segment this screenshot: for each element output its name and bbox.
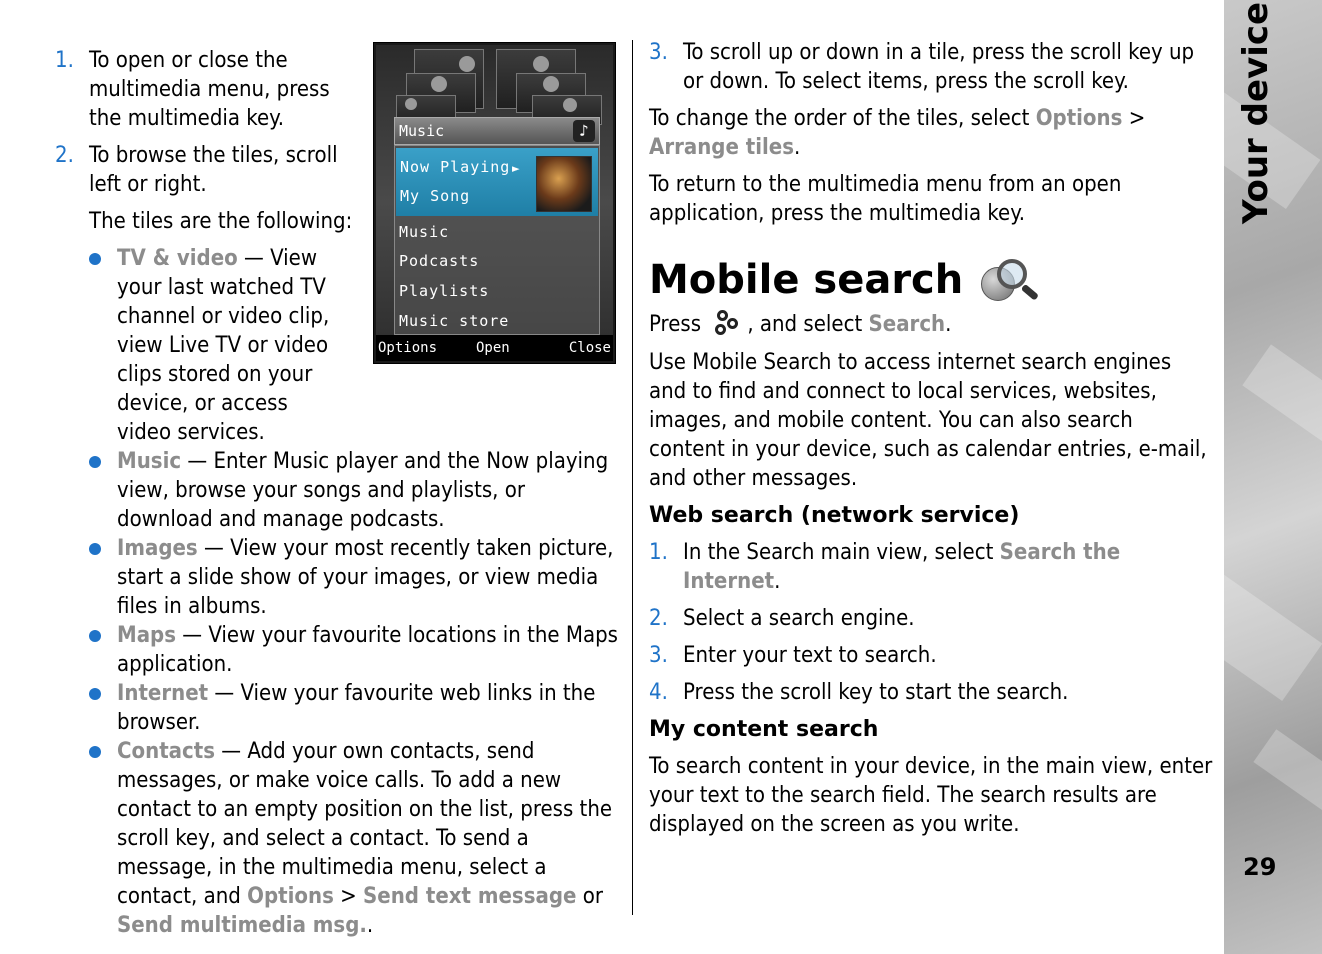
return-paragraph: To return to the multimedia menu from an open application, press the multimedia key. <box>649 172 1122 226</box>
term: TV & video <box>117 246 238 271</box>
separator: > <box>1122 106 1146 131</box>
term: Music <box>117 449 182 474</box>
step-number: 3. <box>649 40 668 65</box>
menu-item-podcasts[interactable]: Podcasts <box>399 252 480 270</box>
send-multimedia-msg: Send multimedia msg. <box>117 913 367 938</box>
end-period: . <box>774 569 781 594</box>
list-item <box>117 679 620 737</box>
list-item <box>117 534 620 621</box>
term-desc: — Add your own contacts, send messages, or make voice calls. To add a new contact to an empty position on the list, press the scroll key, and select a contact. To send a message, in the multimedia menu, select a contact, and <box>117 739 613 909</box>
tv-icon <box>459 56 475 72</box>
press-text: Press <box>649 312 702 337</box>
step-text: Select a search engine. <box>683 606 915 631</box>
phone-screenshot <box>373 42 616 364</box>
step-text: Enter your text to search. <box>683 643 937 668</box>
menu-item-playlists[interactable]: Playlists <box>399 282 490 300</box>
softkey-options[interactable]: Options <box>378 340 438 356</box>
softkey-open[interactable]: Open <box>476 340 510 356</box>
options-link: Options <box>1035 106 1123 131</box>
or-text: or <box>576 884 603 909</box>
bullet-icon <box>89 630 101 642</box>
menu-key-icon <box>713 310 743 340</box>
album-art <box>536 156 592 212</box>
list-item <box>117 737 620 940</box>
phone-menu <box>394 145 600 335</box>
softkey-bar <box>376 335 613 361</box>
content-paragraph: To search content in your device, in the main view, enter your text to the search field. The search results are displayed on the screen as you write. <box>649 754 1213 837</box>
press-paragraph <box>649 310 1214 340</box>
term: Maps <box>117 623 177 648</box>
search-the-internet-link: Search the Internet <box>683 540 1121 594</box>
step-text: To scroll up or down in a tile, press the scroll key up or down. To select items, press the scroll key. <box>683 40 1195 94</box>
menu-item-music-store[interactable]: Music store <box>399 312 510 330</box>
order-text: To change the order of the tiles, select <box>649 106 1036 131</box>
step-number: 2. <box>55 143 74 168</box>
step-2 <box>55 141 355 199</box>
right-column <box>649 38 1214 847</box>
step-text: Press the scroll key to start the search. <box>683 680 1069 705</box>
arrange-tiles-link: Arrange tiles <box>649 135 795 160</box>
list-item <box>117 244 337 447</box>
bullet-icon <box>89 688 101 700</box>
bullet-icon <box>89 746 101 758</box>
play-arrow-icon: ► <box>512 162 520 175</box>
bullet-icon <box>89 253 101 265</box>
camera-icon <box>563 98 577 112</box>
web-step-3 <box>649 641 1214 670</box>
list-item <box>117 447 620 534</box>
term: Internet <box>117 681 209 706</box>
globe-icon <box>431 76 447 92</box>
chapter-sidebar <box>1224 0 1322 954</box>
term-desc: — View your most recently taken picture, start a slide show of your images, or view media files in albums. <box>117 536 614 619</box>
search-link: Search <box>868 312 946 337</box>
term-desc: — Enter Music player and the Now playing view, browse your songs and playlists, or download and manage podcasts. <box>117 449 609 532</box>
options-link: Options <box>247 884 334 909</box>
web-step-4 <box>649 678 1214 707</box>
press-mid-text: , and select <box>747 312 869 337</box>
step-3 <box>649 38 1214 96</box>
step-number: 2. <box>649 606 668 631</box>
menu-item-now-playing: Now Playing <box>400 158 511 176</box>
web-step-1 <box>649 538 1214 596</box>
step-text: In the Search main view, select <box>683 540 1000 565</box>
section-title-text: Mobile search <box>649 257 964 303</box>
end-period: . <box>366 913 374 938</box>
list-item <box>117 621 620 679</box>
send-text-message: Send text message <box>363 884 577 909</box>
menu-item-song: My Song <box>400 187 471 205</box>
step-number: 4. <box>649 680 668 705</box>
tiles-intro: The tiles are the following: <box>89 209 353 234</box>
order-paragraph <box>649 104 1214 162</box>
images-icon <box>533 56 549 72</box>
menu-item-music[interactable]: Music <box>399 223 450 241</box>
contacts-icon <box>405 98 417 110</box>
term-desc: — View your favourite web links in the browser. <box>117 681 596 735</box>
mobile-search-icon <box>979 257 1043 303</box>
column-divider <box>632 40 633 915</box>
phone-header <box>394 117 600 145</box>
term-desc: — View your last watched TV channel or video clip, view Live TV or video clips stored on your device, or access video services. <box>117 246 330 445</box>
use-paragraph: Use Mobile Search to access internet search engines and to find and connect to local services, websites, images, and mobile content. You can also search content in your device, such as calendar entries, e-mail, and other messages. <box>649 350 1207 491</box>
step-text: To open or close the multimedia menu, press the multimedia key. <box>89 48 330 131</box>
chapter-title: Your device <box>1236 1 1276 224</box>
bullet-icon <box>89 456 101 468</box>
music-note-icon: ♪ <box>573 120 595 142</box>
phone-selected-item[interactable] <box>396 148 598 216</box>
monitor-icon <box>543 76 559 92</box>
web-step-2 <box>649 604 1214 633</box>
step-number: 1. <box>649 540 668 565</box>
softkey-close[interactable]: Close <box>568 340 611 356</box>
bullet-icon <box>89 543 101 555</box>
content-search-heading: My content search <box>649 717 879 742</box>
web-search-heading: Web search (network service) <box>649 503 1020 528</box>
term-desc: — View your favourite locations in the Maps application. <box>117 623 618 677</box>
section-title <box>649 256 1214 304</box>
separator: > <box>333 884 364 909</box>
term: Contacts <box>117 739 216 764</box>
term: Images <box>117 536 198 561</box>
phone-screen <box>376 45 613 361</box>
end-period: . <box>945 312 952 337</box>
step-text: To browse the tiles, scroll left or right. <box>89 143 338 197</box>
step-1 <box>55 46 355 133</box>
step-number: 1. <box>55 48 74 73</box>
page-number: 29 <box>1243 853 1277 881</box>
step-number: 3. <box>649 643 668 668</box>
phone-header-title: Music <box>399 122 445 140</box>
end-period: . <box>794 135 801 160</box>
